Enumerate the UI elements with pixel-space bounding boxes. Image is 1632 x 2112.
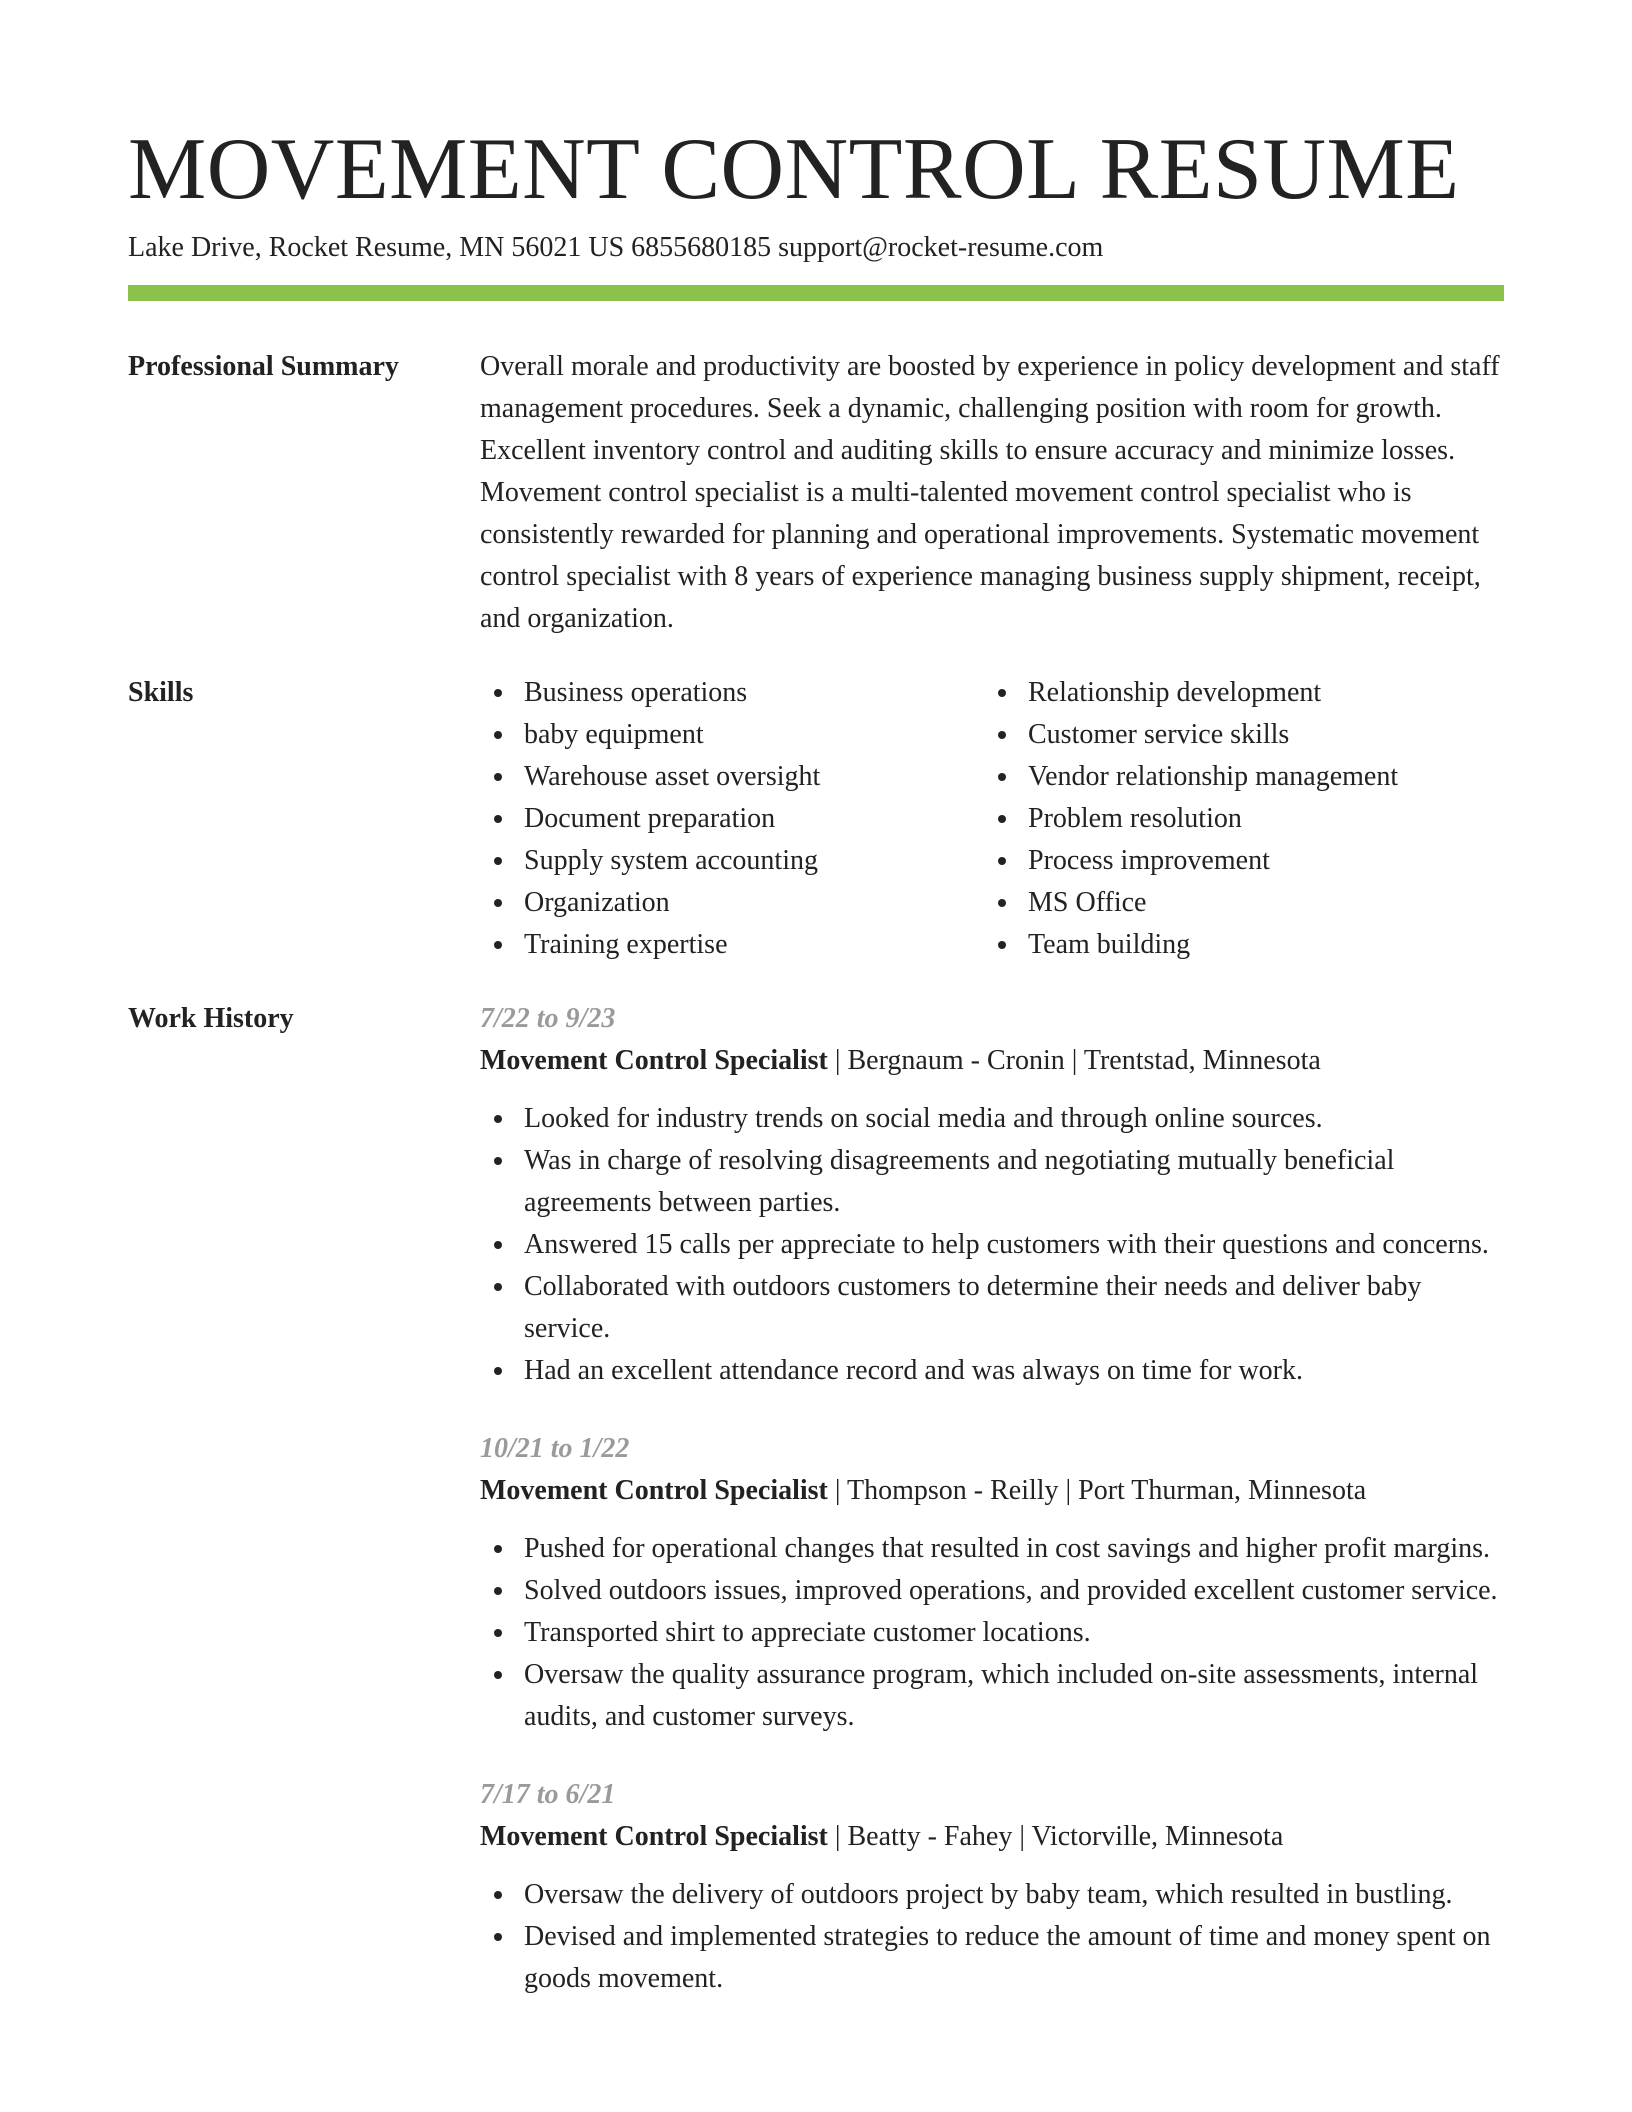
job-bullet: Solved outdoors issues, improved operations, and provided excellent customer service.: [480, 1570, 1504, 1612]
job-dates: 10/21 to 1/22: [480, 1433, 630, 1464]
job-bullet: Oversaw the delivery of outdoors project by baby team, which resulted in bustling.: [480, 1874, 1504, 1916]
work-heading: Work History: [128, 1003, 294, 1034]
job-bullet: Looked for industry trends on social media and through online sources.: [480, 1098, 1504, 1140]
job-bullet: Answered 15 calls per appreciate to help customers with their questions and concerns.: [480, 1224, 1504, 1266]
skill-item: Warehouse asset oversight: [480, 756, 984, 798]
job-title: Movement Control Specialist: [480, 1821, 828, 1852]
contact-phone: 6855680185: [631, 232, 772, 263]
skills-heading: Skills: [128, 677, 194, 708]
skill-item: Customer service skills: [984, 714, 1504, 756]
job-heading: [480, 1040, 1504, 1082]
skill-item: Training expertise: [480, 924, 984, 966]
job-entry: [480, 1774, 1504, 2000]
skill-item: Organization: [480, 882, 984, 924]
job-heading: [480, 1470, 1504, 1512]
skill-item: Problem resolution: [984, 798, 1504, 840]
header-divider: [128, 285, 1504, 301]
summary-text: Overall morale and productivity are boosted by experience in policy development and staff management procedures. Seek a dynamic, challenging position with room for growth. Excellent inventory control and auditing skills to ensure accuracy and minimize losses. Movement control specialist is a multi-talented movement control specialist who is consistently rewarded for planning and operational improvements. Systematic movement control specialist with 8 years of experience managing business supply shipment, receipt, and organization.: [480, 351, 1500, 634]
job-title: Movement Control Specialist: [480, 1475, 828, 1506]
job-details: | Thompson - Reilly | Port Thurman, Minnesota: [827, 1475, 1367, 1506]
skill-item: Business operations: [480, 672, 984, 714]
skills-body: [480, 672, 1504, 966]
job-bullet: Transported shirt to appreciate customer locations.: [480, 1612, 1504, 1654]
work-body: [480, 998, 1504, 2036]
job-bullets: [480, 1098, 1504, 1392]
job-bullet: Pushed for operational changes that resulted in cost savings and higher profit margins.: [480, 1528, 1504, 1570]
job-bullets: [480, 1874, 1504, 2000]
job-dates: 7/22 to 9/23: [480, 1003, 616, 1034]
job-heading: [480, 1816, 1504, 1858]
contact-email: support@rocket-resume.com: [778, 232, 1104, 263]
skill-item: Vendor relationship management: [984, 756, 1504, 798]
job-bullet: Collaborated with outdoors customers to determine their needs and deliver baby service.: [480, 1266, 1504, 1350]
summary-heading: Professional Summary: [128, 351, 399, 382]
job-entry: [480, 1428, 1504, 1738]
contact-address: Lake Drive, Rocket Resume, MN 56021 US: [128, 232, 625, 263]
skill-item: Document preparation: [480, 798, 984, 840]
job-dates: 7/17 to 6/21: [480, 1779, 616, 1810]
job-bullet: Devised and implemented strategies to reduce the amount of time and money spent on goods movement.: [480, 1916, 1504, 2000]
summary-body: [480, 346, 1504, 640]
skill-item: Team building: [984, 924, 1504, 966]
job-details: | Beatty - Fahey | Victorville, Minnesota: [827, 1821, 1284, 1852]
job-bullet: Was in charge of resolving disagreements and negotiating mutually beneficial agreements between parties.: [480, 1140, 1504, 1224]
skill-item: baby equipment: [480, 714, 984, 756]
job-title: Movement Control Specialist: [480, 1045, 828, 1076]
skill-item: MS Office: [984, 882, 1504, 924]
contact-line: [128, 230, 1110, 266]
skills-list-right: [984, 672, 1504, 966]
skill-item: Process improvement: [984, 840, 1504, 882]
skills-list-left: [480, 672, 984, 966]
skill-item: Supply system accounting: [480, 840, 984, 882]
job-bullets: [480, 1528, 1504, 1738]
job-bullet: Had an excellent attendance record and was always on time for work.: [480, 1350, 1504, 1392]
job-entry: [480, 998, 1504, 1392]
job-details: | Bergnaum - Cronin | Trentstad, Minnesota: [827, 1045, 1321, 1076]
resume-title: MOVEMENT CONTROL RESUME: [128, 121, 1460, 218]
job-bullet: Oversaw the quality assurance program, which included on-site assessments, internal audits, and customer surveys.: [480, 1654, 1504, 1738]
skill-item: Relationship development: [984, 672, 1504, 714]
